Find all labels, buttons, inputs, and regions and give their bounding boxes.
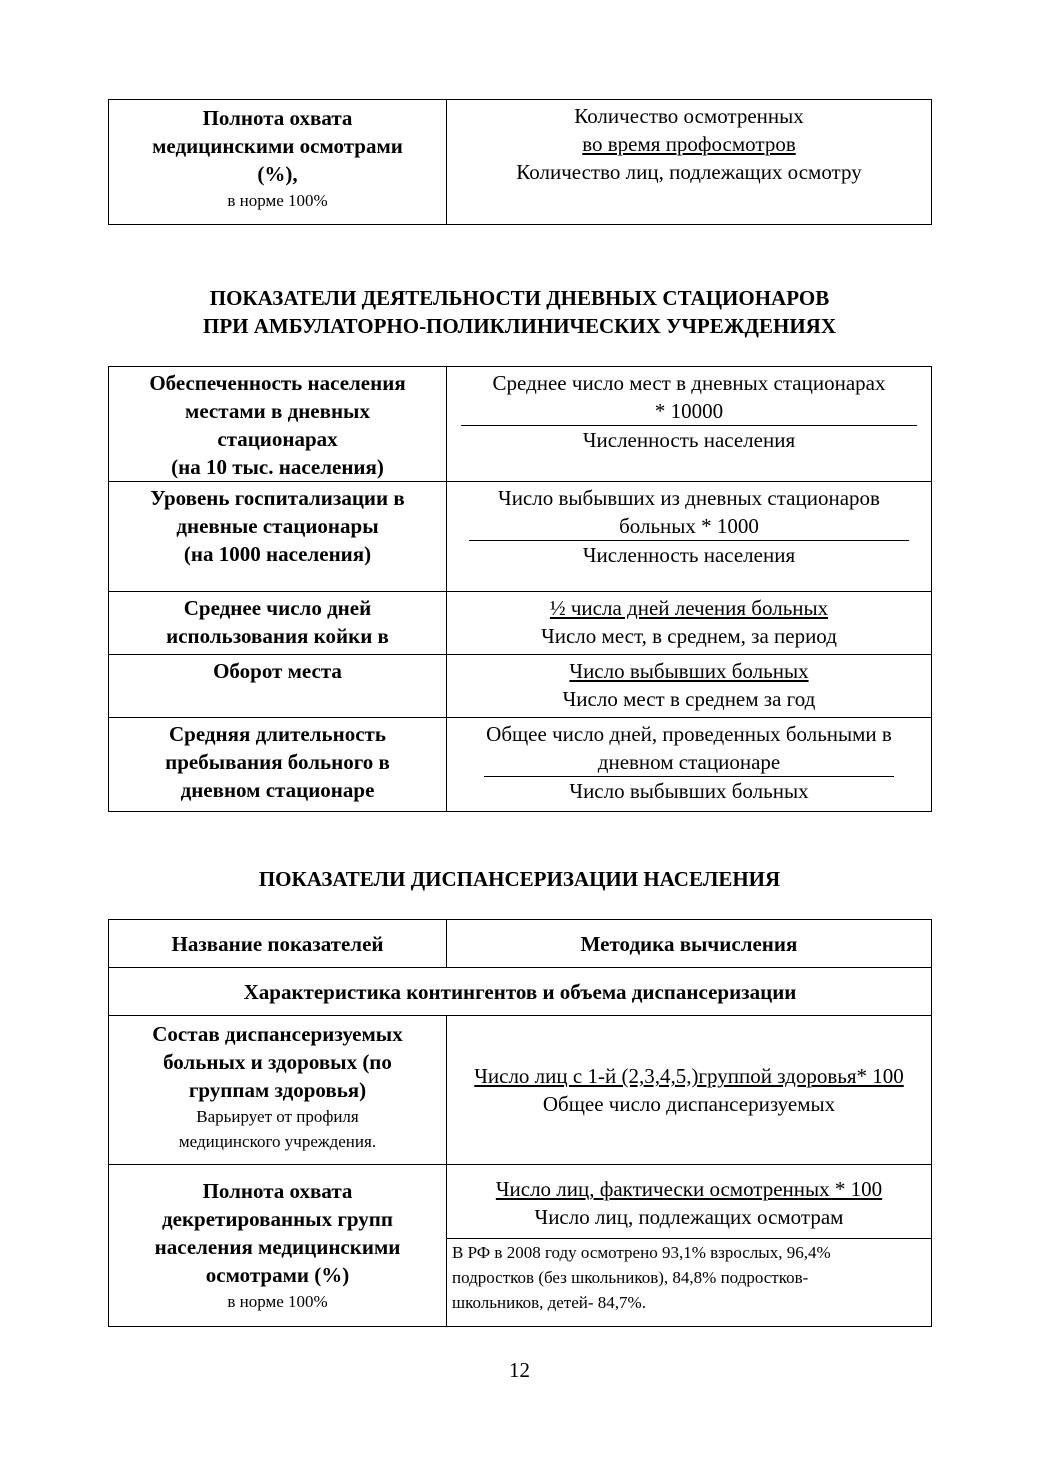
top-right-cell: [447, 100, 932, 225]
indicator-name: (%),: [257, 162, 298, 186]
column-header-name: Название показателей: [109, 920, 447, 968]
indicator-cell: Обеспеченность населения местами в дневных стационарах (на 10 тыс. населения): [109, 367, 447, 482]
indicator-cell: Оборот места: [109, 655, 447, 718]
page-number: 12: [509, 1358, 530, 1382]
indicator-note: в норме 100%: [227, 191, 328, 210]
formula-cell: Среднее число мест в дневных стационарах * 10000 Численность населения: [447, 367, 932, 482]
formula-cell: Число лиц с 1-й (2,3,4,5,)группой здоровья* 100 Общее число диспансеризуемых: [447, 1016, 932, 1165]
indicator-name: медицинскими осмотрами: [152, 134, 403, 158]
formula-cell: Число лиц, фактически осмотренных * 100 Число лиц, подлежащих осмотрам: [447, 1165, 932, 1239]
section-heading-day-hospitals: ПОКАЗАТЕЛИ ДЕЯТЕЛЬНОСТИ ДНЕВНЫХ СТАЦИОНАРОВ ПРИ АМБУЛАТОРНО-ПОЛИКЛИНИЧЕСКИХ УЧРЕЖДЕНИЯХ: [203, 286, 836, 338]
formula-cell: Число выбывших из дневных стационаров больных * 1000 Численность населения: [447, 482, 932, 592]
indicator-cell: Среднее число дней использования койки в: [109, 592, 447, 655]
indicator-cell: Полнота охвата декретированных групп населения медицинскими осмотрами (%) в норме 100%: [109, 1165, 447, 1327]
indicator-name: Полнота охвата: [202, 106, 353, 130]
indicator-cell: Состав диспансеризуемых больных и здоровых (по группам здоровья) Варьирует от профиля медицинского учреждения.: [109, 1016, 447, 1165]
formula-denominator: Количество лиц, подлежащих осмотру: [516, 160, 862, 184]
top-table: [108, 99, 932, 225]
dispensary-table: [108, 919, 932, 1327]
formula-cell: ½ числа дней лечения больных Число мест, в среднем, за период: [447, 592, 932, 655]
formula-cell: Общее число дней, проведенных больными в дневном стационаре Число выбывших больных: [447, 718, 932, 812]
indicator-cell: Уровень госпитализации в дневные стационары (на 1000 населения): [109, 482, 447, 592]
column-header-method: Методика вычисления: [447, 920, 932, 968]
formula-numerator: во время профосмотров: [582, 132, 796, 156]
formula-cell: Число выбывших больных Число мест в среднем за год: [447, 655, 932, 718]
note-cell: В РФ в 2008 году осмотрено 93,1% взрослых, 96,4% подростков (без школьников), 84,8% подростков- школьников, детей- 84,7%.: [447, 1239, 932, 1327]
day-hospital-table: [108, 366, 932, 812]
indicator-cell: Средняя длительность пребывания больного в дневном стационаре: [109, 718, 447, 812]
subheader: Характеристика контингентов и объема диспансеризации: [109, 968, 932, 1016]
formula-line: Количество осмотренных: [574, 104, 804, 128]
section-heading-dispensary: ПОКАЗАТЕЛИ ДИСПАНСЕРИЗАЦИИ НАСЕЛЕНИЯ: [258, 867, 781, 891]
top-left-cell: [109, 100, 447, 225]
